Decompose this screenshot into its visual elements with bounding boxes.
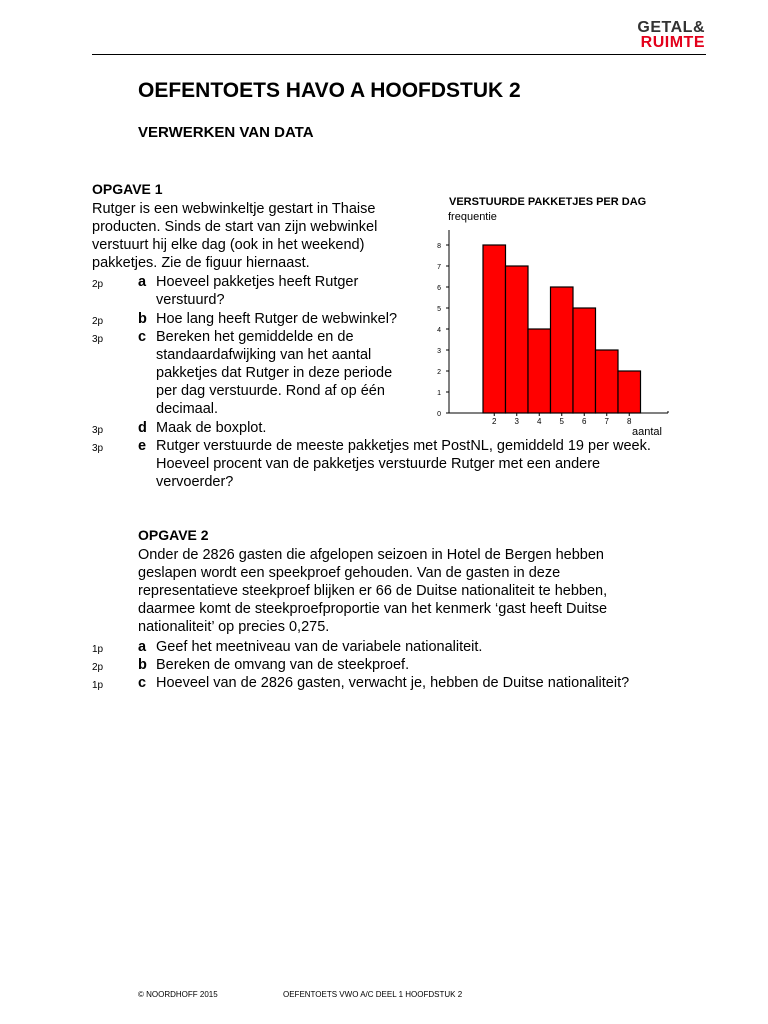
question-text: [156, 419, 266, 437]
question-letter: b: [138, 311, 147, 327]
x-tick-label: 2: [492, 417, 497, 426]
question-points: 2p: [92, 316, 104, 327]
y-tick-label: 6: [437, 285, 441, 292]
opgave1-heading: OPGAVE 1: [92, 181, 163, 197]
question-points: 1p: [92, 644, 104, 655]
question-points: 2p: [92, 662, 104, 673]
intro-line: nationaliteit’ op precies 0,275.: [138, 619, 330, 635]
intro-line: Rutger is een webwinkeltje gestart in Thaise: [92, 201, 376, 217]
question-points: 3p: [92, 443, 104, 454]
intro-line: Onder de 2826 gasten die afgelopen seizoen in Hotel de Bergen hebben: [138, 547, 604, 563]
logo-line-1: GETAL&: [637, 19, 705, 36]
page-subtitle: VERWERKEN VAN DATA: [138, 124, 314, 141]
question-line: vervoerder?: [156, 474, 234, 490]
intro-line: representatieve steekproef blijken er 66 de Duitse nationaliteit te hebben,: [138, 583, 608, 599]
page-title: OEFENTOETS HAVO A HOOFDSTUK 2: [138, 79, 521, 102]
y-tick-label: 4: [437, 327, 441, 334]
question-line: Bereken het gemiddelde en de: [156, 329, 354, 345]
question-line: decimaal.: [156, 401, 219, 417]
bar-7: [596, 350, 619, 413]
y-tick-label: 2: [437, 369, 441, 376]
y-tick-label: 1: [437, 390, 441, 397]
opgave1-intro: [92, 200, 377, 272]
question-line: verstuurd?: [156, 292, 225, 308]
x-tick-label: 7: [604, 417, 609, 426]
question-text: [156, 310, 397, 328]
question-points: 3p: [92, 425, 104, 436]
x-tick-label: 3: [514, 417, 519, 426]
question-line: per dag verstuurde. Rond af op één: [156, 383, 385, 399]
y-tick-label: 3: [437, 348, 441, 355]
question-letter: b: [138, 657, 147, 673]
x-tick-label: 6: [582, 417, 587, 426]
intro-line: producten. Sinds de start van zijn webwinkel: [92, 219, 378, 235]
bar-8: [618, 371, 641, 413]
question-text: [156, 638, 482, 656]
question-letter: a: [138, 639, 147, 655]
question-line: Maak de boxplot.: [156, 420, 267, 436]
question-points: 2p: [92, 279, 104, 290]
chart-title: VERSTUURDE PAKKETJES PER DAG: [449, 196, 647, 208]
bar-2: [483, 245, 506, 413]
question-line: Hoe lang heeft Rutger de webwinkel?: [156, 311, 398, 327]
header-rule: [92, 54, 706, 55]
opgave2-heading: OPGAVE 2: [138, 527, 209, 543]
question-letter: e: [138, 438, 147, 454]
footer-document: OEFENTOETS VWO A/C DEEL 1 HOOFDSTUK 2: [283, 990, 463, 999]
question-letter: c: [138, 675, 147, 691]
question-letter: c: [138, 329, 147, 345]
question-line: Bereken de omvang van de steekproef.: [156, 657, 410, 673]
bar-4: [528, 329, 551, 413]
question-line: Hoeveel pakketjes heeft Rutger: [156, 274, 359, 290]
y-tick-label: 5: [437, 306, 441, 313]
x-tick-label: 8: [627, 417, 632, 426]
question-text: [156, 656, 409, 674]
bar-5: [551, 287, 574, 413]
question-points: 3p: [92, 334, 104, 345]
bar-chart: [420, 200, 680, 450]
question-points: 1p: [92, 680, 104, 691]
question-line: pakketjes dat Rutger in deze periode: [156, 365, 393, 381]
y-tick-label: 0: [437, 411, 441, 418]
question-text: [156, 674, 629, 692]
logo: [637, 20, 705, 50]
bar-6: [573, 308, 596, 413]
intro-line: geslapen wordt een speekproef gehouden. Van de gasten in deze: [138, 565, 561, 581]
question-line: Geef het meetniveau van de variabele nationaliteit.: [156, 639, 483, 655]
y-tick-label: 7: [437, 264, 441, 271]
question-text: [156, 273, 358, 309]
question-line: Hoeveel procent van de pakketjes verstuurde Rutger met een andere: [156, 456, 601, 472]
intro-line: pakketjes. Zie de figuur hiernaast.: [92, 255, 310, 271]
opgave2-intro: [138, 546, 607, 636]
y-tick-label: 8: [437, 243, 441, 250]
y-axis-label: frequentie: [448, 211, 497, 223]
question-letter: a: [138, 274, 147, 290]
x-tick-label: 4: [537, 417, 542, 426]
question-line: Hoeveel van de 2826 gasten, verwacht je, hebben de Duitse nationaliteit?: [156, 675, 630, 691]
x-tick-label: 5: [559, 417, 564, 426]
question-text: [156, 328, 392, 418]
question-letter: d: [138, 420, 147, 436]
footer-copyright: © NOORDHOFF 2015: [138, 990, 218, 999]
question-line: Rutger verstuurde de meeste pakketjes met PostNL, gemiddeld 19 per week.: [156, 438, 651, 454]
question-line: standaardafwijking van het aantal: [156, 347, 372, 363]
x-axis-label: aantal: [632, 426, 662, 438]
intro-line: daarmee komt de steekproefproportie van het kenmerk ‘gast heeft Duitse: [138, 601, 608, 617]
intro-line: verstuurt hij elke dag (ook in het weekend): [92, 237, 365, 253]
bar-3: [506, 266, 529, 413]
logo-line-2: RUIMTE: [640, 34, 705, 51]
